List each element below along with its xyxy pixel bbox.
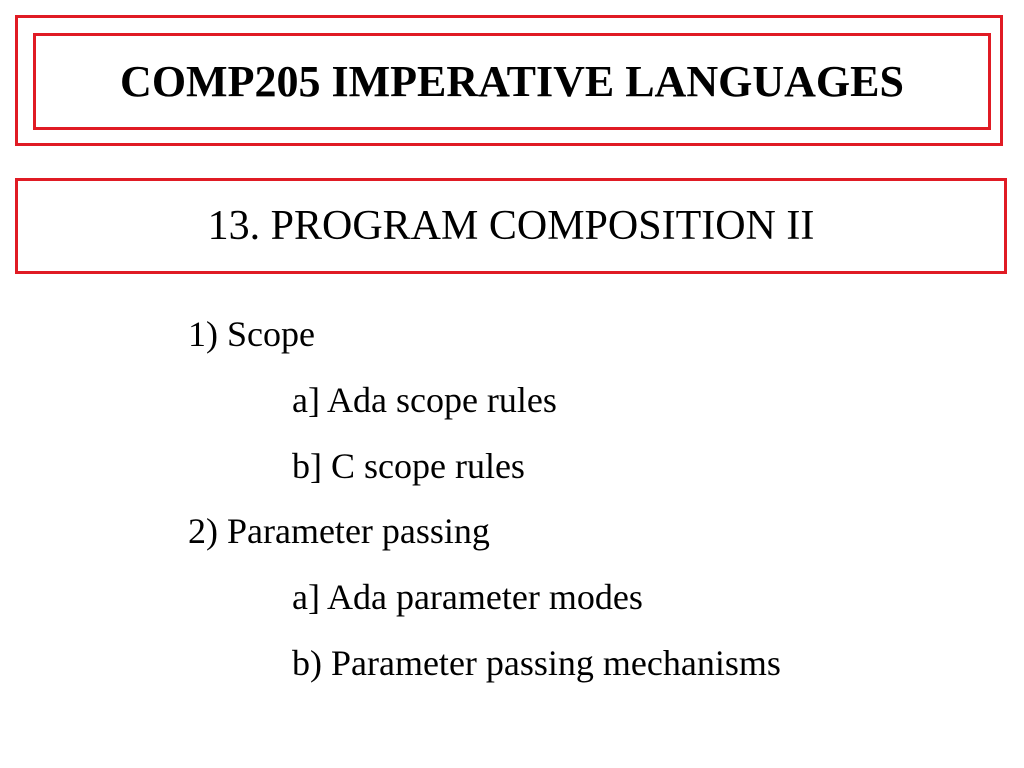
outline-item-ada-scope-rules: a] Ada scope rules xyxy=(292,380,557,420)
outline-item-c-scope-rules: b] C scope rules xyxy=(292,446,525,486)
outline-item-scope: 1) Scope xyxy=(188,314,315,354)
outline-item-parameter-passing: 2) Parameter passing xyxy=(188,511,490,551)
outline-item-parameter-passing-mechanisms: b) Parameter passing mechanisms xyxy=(292,643,781,683)
slide-title: COMP205 IMPERATIVE LANGUAGES xyxy=(120,57,904,106)
outline-item-ada-parameter-modes: a] Ada parameter modes xyxy=(292,577,643,617)
slide-subtitle: 13. PROGRAM COMPOSITION II xyxy=(207,203,815,249)
